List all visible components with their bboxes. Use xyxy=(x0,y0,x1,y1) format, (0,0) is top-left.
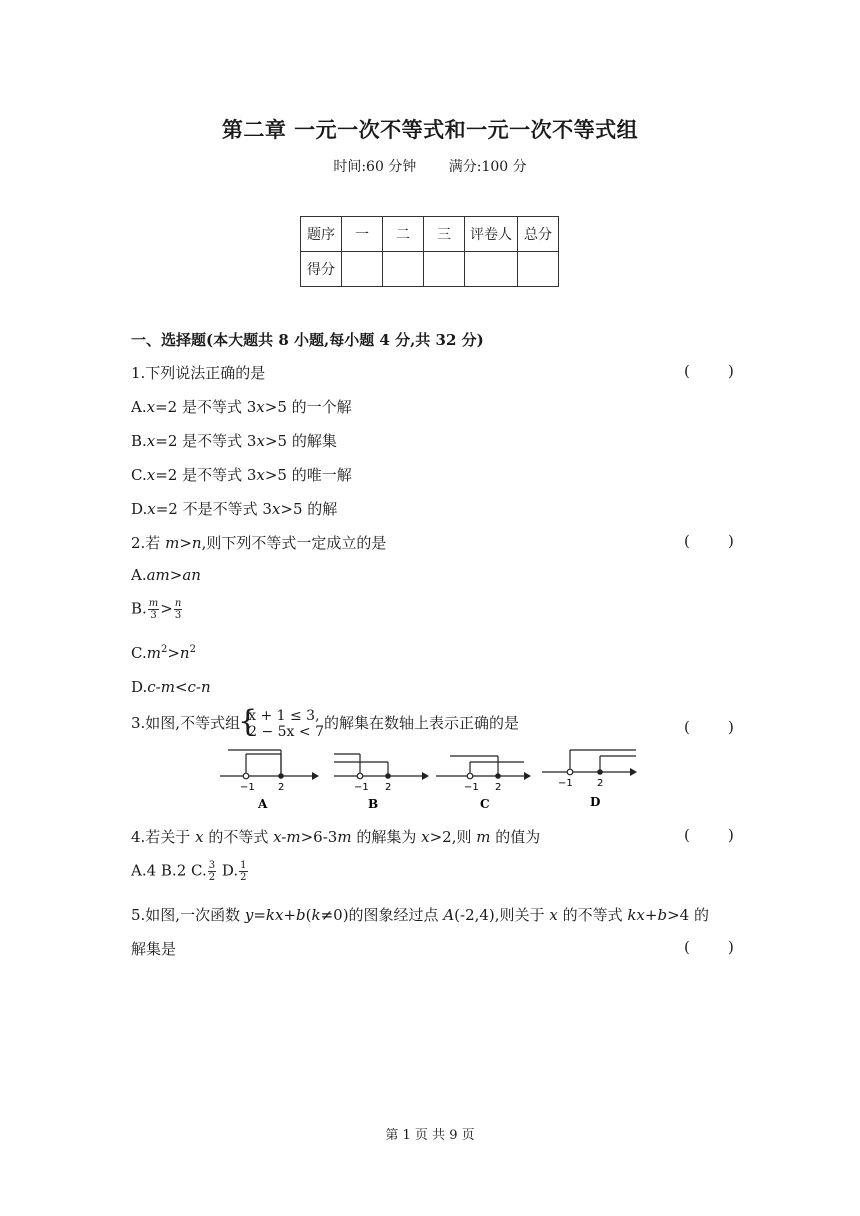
q4-answer-paren[interactable]: ( ) xyxy=(684,826,734,844)
score-cell[interactable] xyxy=(465,252,518,287)
score-row-label: 得分 xyxy=(301,252,342,287)
q5-stem: 5.如图,一次函数 y=kx+b(k≠0)的图象经过点 A(-2,4),则关于 x 的不等式 kx+b>4 的 xyxy=(131,906,709,924)
tick-label: −1 xyxy=(558,778,573,789)
score-table-header: 总分 xyxy=(518,217,559,252)
tick-label: −1 xyxy=(464,782,479,793)
figure-label: A xyxy=(258,797,268,811)
q1-option-a: A.x=2 是不等式 3x>5 的一个解 xyxy=(131,398,352,416)
score-table-header: 二 xyxy=(383,217,424,252)
fraction: $\frac{m}{3}$ xyxy=(148,598,159,621)
number-line-figures xyxy=(216,744,644,812)
tick-label: −1 xyxy=(354,782,369,793)
q1-option-c: C.x=2 是不等式 3x>5 的唯一解 xyxy=(131,466,352,484)
tick-label: −1 xyxy=(240,782,255,793)
q4-options: A.4 B.2 C. $\frac{3}{2}$ D. $\frac{1}{2}$ xyxy=(131,860,247,883)
page-title: 第二章 一元一次不等式和一元一次不等式组 xyxy=(221,117,639,142)
score-table-score-row xyxy=(301,252,559,287)
score-table-header-row xyxy=(301,217,559,252)
figure-label: C xyxy=(480,797,490,811)
inequality-system: { x + 1 ≤ 3, 2 − 5x < 7 xyxy=(238,704,324,740)
score-table-header: 评卷人 xyxy=(465,217,518,252)
number-line-d xyxy=(542,750,637,809)
fraction: $\frac{3}{2}$ xyxy=(208,860,216,883)
q5-stem-line2: 解集是 xyxy=(131,940,177,958)
q1-stem: 1.下列说法正确的是 xyxy=(131,364,266,382)
q3-answer-paren[interactable]: ( ) xyxy=(684,718,734,736)
number-line-a xyxy=(220,750,319,811)
q2-option-c: $C.m^2>n^2$ xyxy=(131,644,196,662)
figure-label: B xyxy=(368,797,379,811)
fraction: $\frac{1}{2}$ xyxy=(240,860,247,883)
tick-label: 2 xyxy=(597,778,604,789)
exam-info xyxy=(0,156,860,176)
score-cell[interactable] xyxy=(424,252,465,287)
score-cell[interactable] xyxy=(383,252,424,287)
q3-stem: 3.如图,不等式组 { x + 1 ≤ 3, 2 − 5x < 7 的解集在数轴上表示正确的是 xyxy=(131,704,519,740)
number-line-b xyxy=(334,754,429,811)
tick-label: 2 xyxy=(385,782,392,793)
q2-stem: 2.若 m>n,则下列不等式一定成立的是 xyxy=(131,534,387,552)
q2-option-a: A.am>an xyxy=(131,566,201,584)
q2-answer-paren[interactable]: ( ) xyxy=(684,532,734,550)
score-table-header: 三 xyxy=(424,217,465,252)
q1-answer-paren[interactable]: ( ) xyxy=(684,362,734,380)
section-heading: 一、选择题(本大题共 8 小题,每小题 4 分,共 32 分) xyxy=(131,331,484,349)
score-cell[interactable] xyxy=(518,252,559,287)
page-footer: 第 1 页 共 9 页 xyxy=(385,1128,475,1143)
tick-label: 2 xyxy=(495,782,502,793)
time-limit: 时间:60 分钟 xyxy=(333,159,417,175)
score-table xyxy=(300,216,559,287)
fraction: $\frac{n}{3}$ xyxy=(174,598,182,621)
q4-stem: 4.若关于 x 的不等式 x-m>6-3m 的解集为 x>2,则 m 的值为 xyxy=(131,828,541,846)
q5-answer-paren[interactable]: ( ) xyxy=(684,938,734,956)
figure-label: D xyxy=(590,795,601,809)
tick-label: 2 xyxy=(278,782,285,793)
q1-option-d: D.x=2 不是不等式 3x>5 的解 xyxy=(131,500,338,518)
full-score: 满分:100 分 xyxy=(448,159,527,175)
score-table-header: 一 xyxy=(342,217,383,252)
q2-option-b: B. $\frac{m}{3}$ > $\frac{n}{3}$ xyxy=(131,598,182,621)
number-line-c xyxy=(436,756,531,811)
q1-option-b: B.x=2 是不等式 3x>5 的解集 xyxy=(131,432,337,450)
q2-option-d: D.c-m<c-n xyxy=(131,678,211,696)
score-table-header: 题序 xyxy=(301,217,342,252)
score-cell[interactable] xyxy=(342,252,383,287)
